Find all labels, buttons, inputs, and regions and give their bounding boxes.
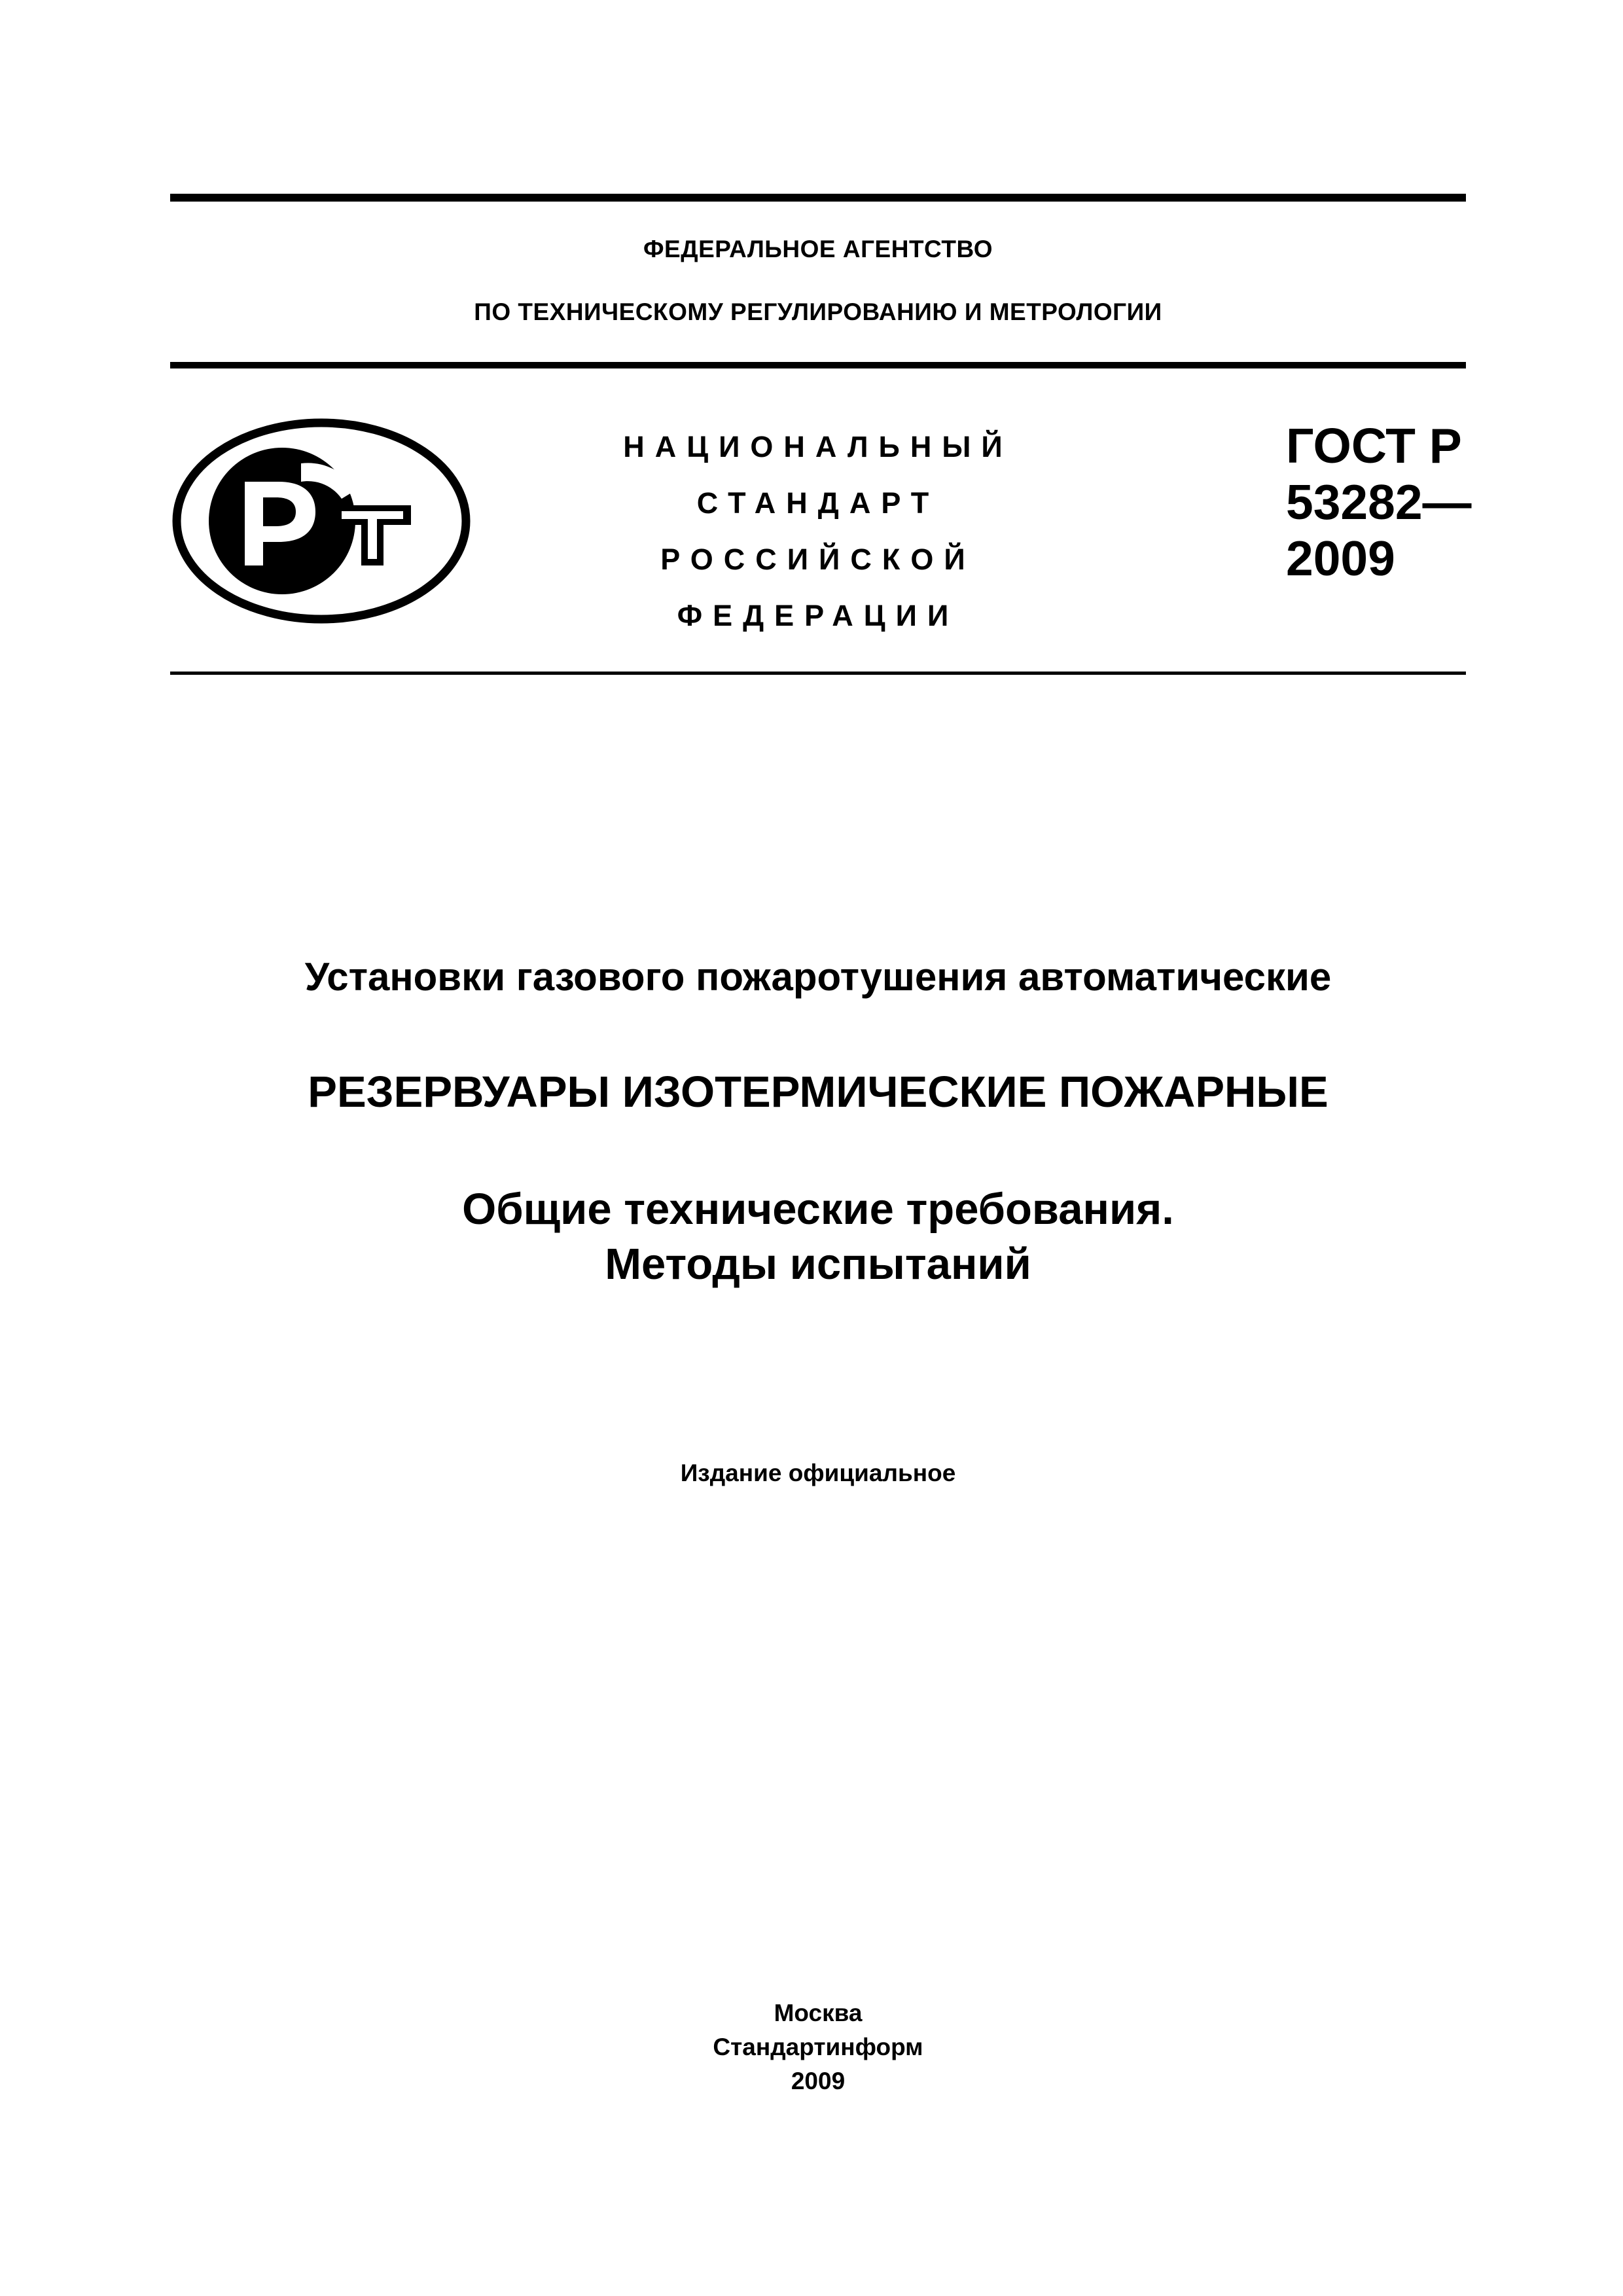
designation-line-3: 2009 <box>1286 531 1395 586</box>
national-standard-line: РОССИЙСКОЙ <box>660 543 976 576</box>
top-rule <box>170 194 1466 202</box>
rst-certification-mark-icon <box>171 418 471 624</box>
imprint <box>170 1996 1466 2098</box>
general-title-line-2: Методы испытаний <box>605 1240 1031 1289</box>
edition-label: Издание официальное <box>680 1460 956 1486</box>
national-standard-block <box>524 419 1113 644</box>
imprint-year: 2009 <box>791 2068 846 2094</box>
national-standard-line: ФЕДЕРАЦИИ <box>677 599 959 632</box>
bottom-rule <box>170 672 1466 675</box>
agency-line-2: ПО ТЕХНИЧЕСКОМУ РЕГУЛИРОВАНИЮ И МЕТРОЛОГИИ <box>474 298 1162 325</box>
imprint-publisher: Стандартинформ <box>713 2034 923 2060</box>
national-standard-line: СТАНДАРТ <box>696 486 940 520</box>
imprint-city: Москва <box>774 2000 863 2026</box>
general-title <box>170 1182 1466 1292</box>
standard-designation <box>1286 418 1472 586</box>
subject-title: РЕЗЕРВУАРЫ ИЗОТЕРМИЧЕСКИЕ ПОЖАРНЫЕ <box>308 1067 1329 1117</box>
middle-rule <box>170 362 1466 368</box>
national-standard-line: НАЦИОНАЛЬНЫЙ <box>623 430 1013 463</box>
designation-line-1: ГОСТ Р <box>1286 418 1462 473</box>
designation-line-2: 53282— <box>1286 475 1472 529</box>
installation-title: Установки газового пожаротушения автоматические <box>304 955 1332 999</box>
agency-line-1: ФЕДЕРАЛЬНОЕ АГЕНТСТВО <box>643 236 993 262</box>
general-title-line-1: Общие технические требования. <box>462 1185 1174 1234</box>
